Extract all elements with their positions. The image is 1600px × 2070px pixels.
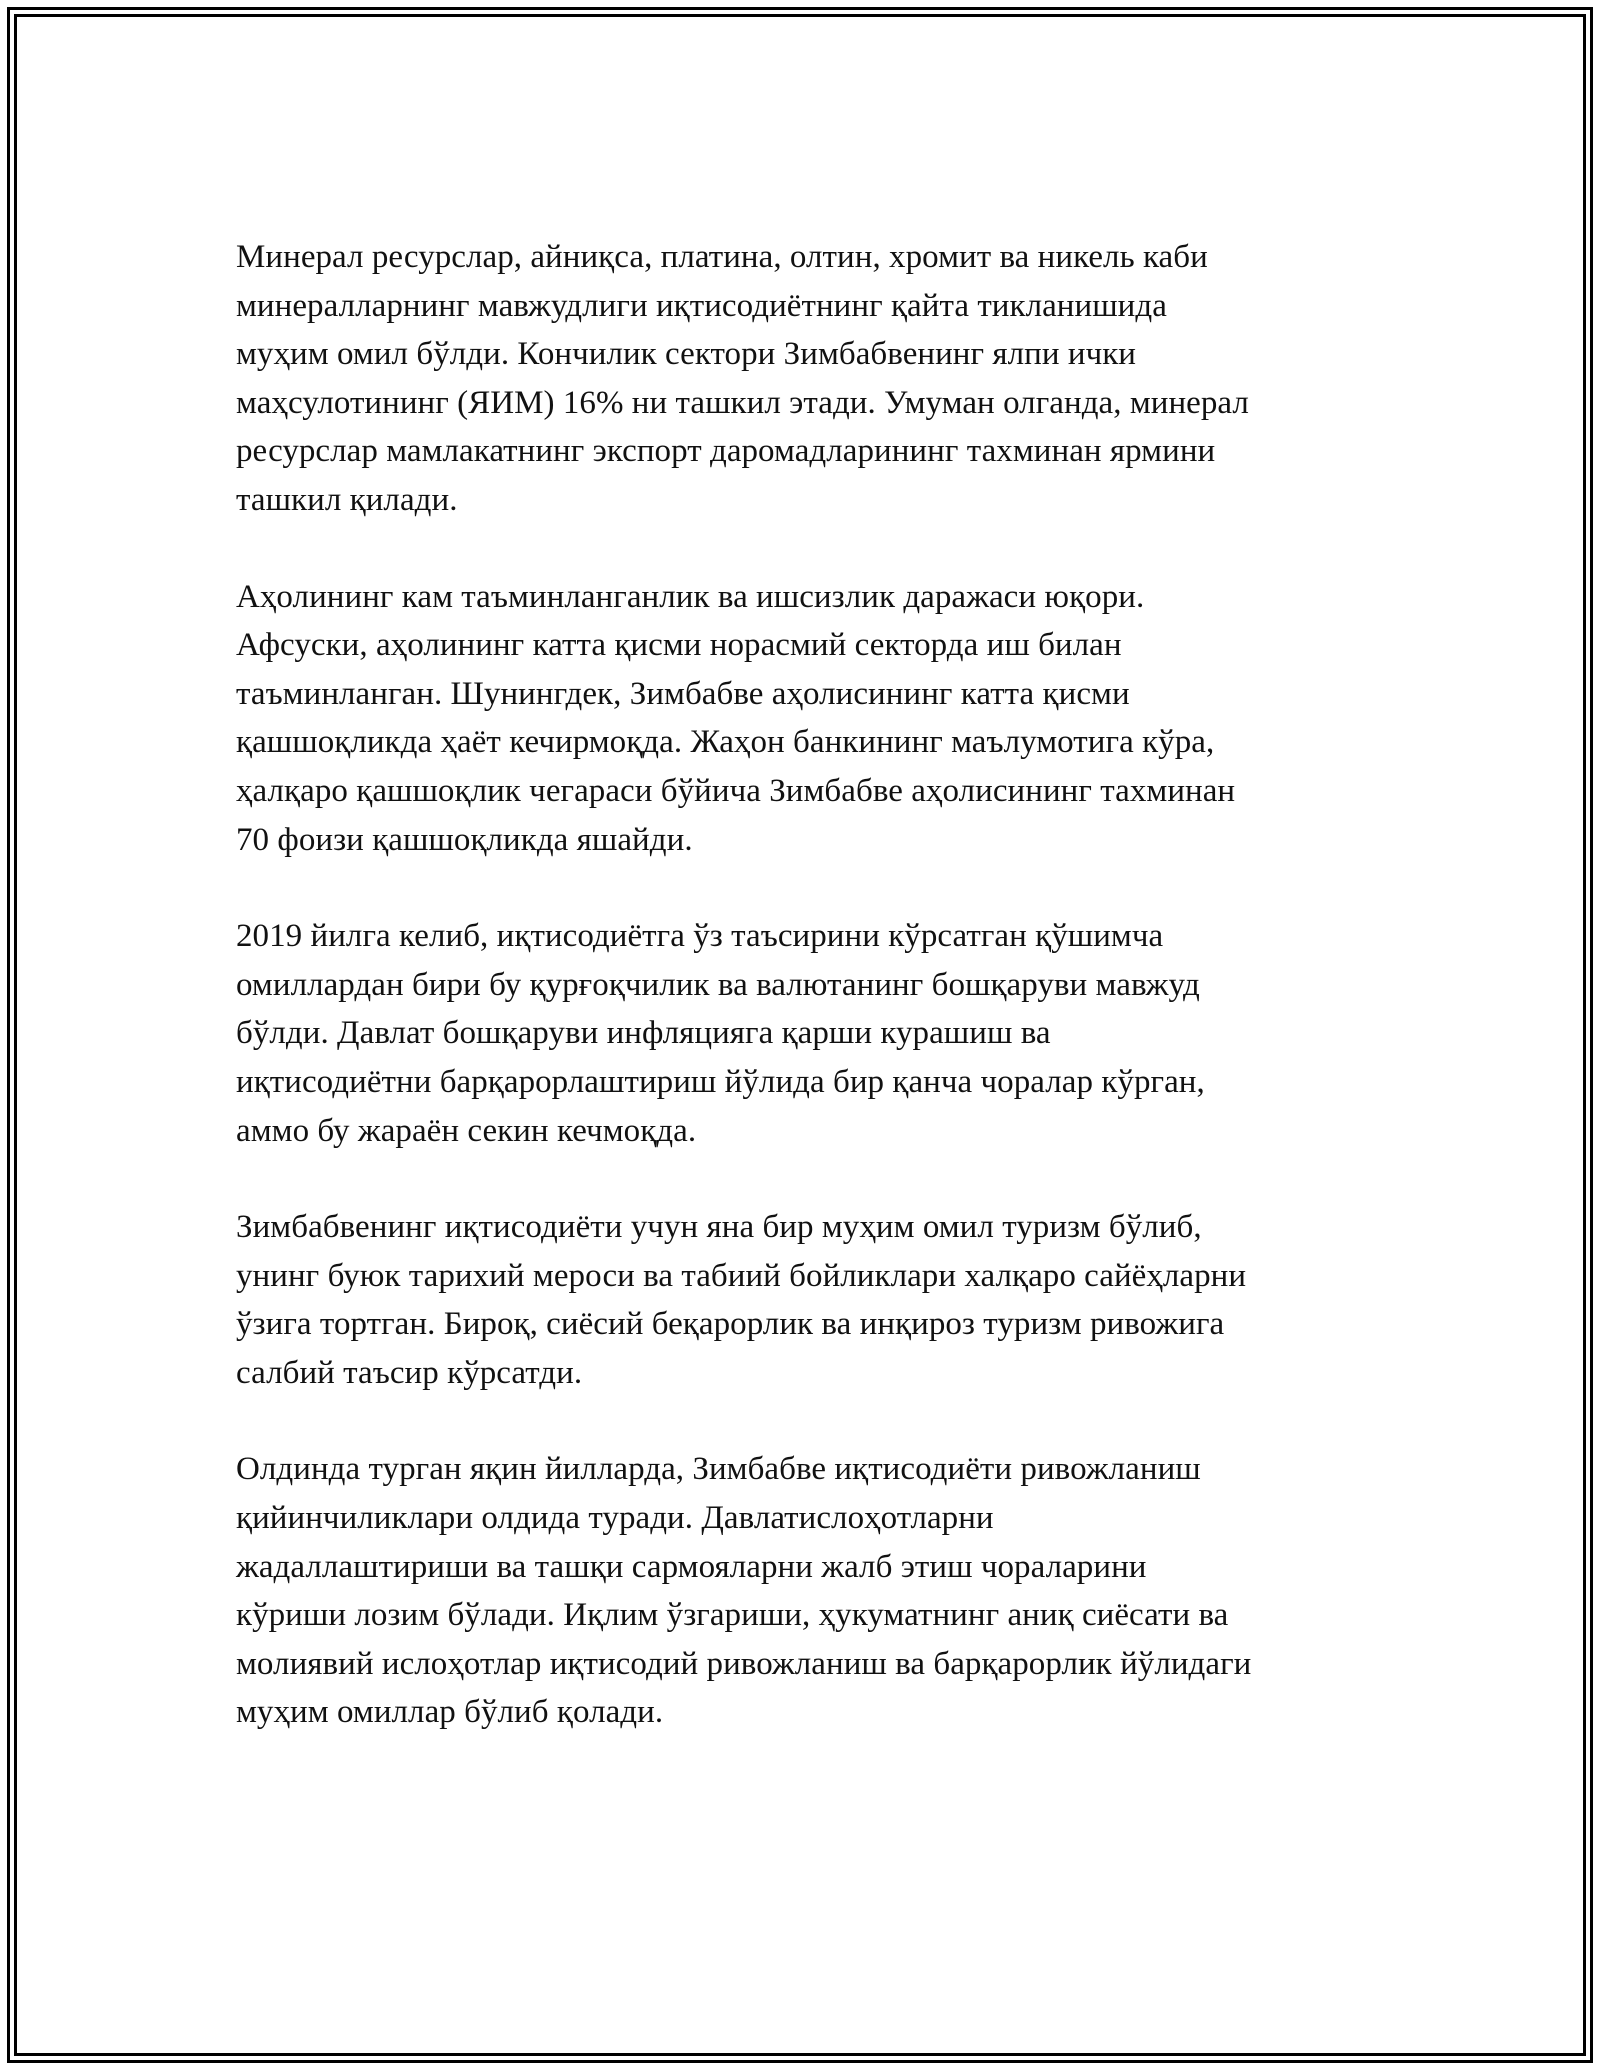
text-line: ҳалқаро қашшоқлик чегараси бўйича Зимбабве аҳолисининг тахминан (236, 772, 1236, 809)
paragraph-outlook (236, 1445, 1376, 1737)
text-line: муҳим омиллар бўлиб қолади. (236, 1694, 664, 1731)
text-line: Олдинда турган яқин йилларда, Зимбабве иқтисодиёти ривожланиш (236, 1451, 1201, 1488)
text-line: қашшоқликда ҳаёт кечирмоқда. Жаҳон банкининг маълумотига кўра, (236, 724, 1215, 761)
text-line: минералларнинг мавжудлиги иқтисодиётнинг қайта тикланишида (236, 287, 1167, 324)
text-line: Аҳолининг кам таъминланганлик ва ишсизлик даражаси юқори. (236, 578, 1145, 615)
text-line: маҳсулотининг (ЯИМ) 16% ни ташкил этади. Умуман олганда, минерал (236, 384, 1249, 421)
text-line: ресурслар мамлакатнинг экспорт даромадларининг тахминан ярмини (236, 433, 1216, 470)
text-line: унинг буюк тарихий мероси ва табиий бойликлари халқаро сайёҳларни (236, 1257, 1247, 1294)
text-line: иқтисодиётни барқарорлаштириш йўлида бир қанча чоралар кўрган, (236, 1063, 1205, 1100)
text-line: қийинчиликлари олдида туради. Давлатислоҳотларни (236, 1500, 994, 1537)
text-line: жадаллаштириши ва ташқи сармояларни жалб этиш чораларини (236, 1548, 1147, 1585)
document-body (236, 233, 1376, 1737)
paragraph-tourism (236, 1203, 1376, 1397)
paragraph-mineral-resources (236, 233, 1376, 525)
text-line: таъминланган. Шунингдек, Зимбабве аҳолисининг катта қисми (236, 675, 1130, 712)
text-line: омиллардан бири бу қурғоқчилик ва валютанинг бошқаруви мавжуд (236, 966, 1200, 1003)
text-line: Афсуски, аҳолининг катта қисми норасмий секторда иш билан (236, 627, 1122, 664)
paragraph-drought-currency (236, 912, 1376, 1155)
text-line: Минерал ресурслар, айниқса, платина, олтин, хромит ва никель каби (236, 239, 1208, 275)
paragraph-poverty (236, 573, 1376, 865)
text-line: салбий таъсир кўрсатди. (236, 1354, 583, 1391)
text-line: бўлди. Давлат бошқаруви инфляцияга қарши курашиш ва (236, 1015, 1051, 1052)
text-line: Зимбабвенинг иқтисодиёти учун яна бир муҳим омил туризм бўлиб, (236, 1209, 1202, 1246)
text-line: ўзига тортган. Бироқ, сиёсий беқарорлик ва инқироз туризм ривожига (236, 1306, 1225, 1343)
text-line: муҳим омил бўлди. Кончилик сектори Зимбабвенинг ялпи ички (236, 336, 1137, 373)
text-line: аммо бу жараён секин кечмоқда. (236, 1112, 697, 1149)
text-line: молиявий ислоҳотлар иқтисодий ривожланиш ва барқарорлик йўлидаги (236, 1645, 1252, 1682)
text-line: 70 фоизи қашшоқликда яшайди. (236, 821, 693, 858)
text-line: ташкил қилади. (236, 481, 458, 518)
text-line: кўриши лозим бўлади. Иқлим ўзгариши, ҳукуматнинг аниқ сиёсати ва (236, 1597, 1229, 1634)
text-line: 2019 йилга келиб, иқтисодиётга ўз таъсирини кўрсатган қўшимча (236, 918, 1164, 955)
